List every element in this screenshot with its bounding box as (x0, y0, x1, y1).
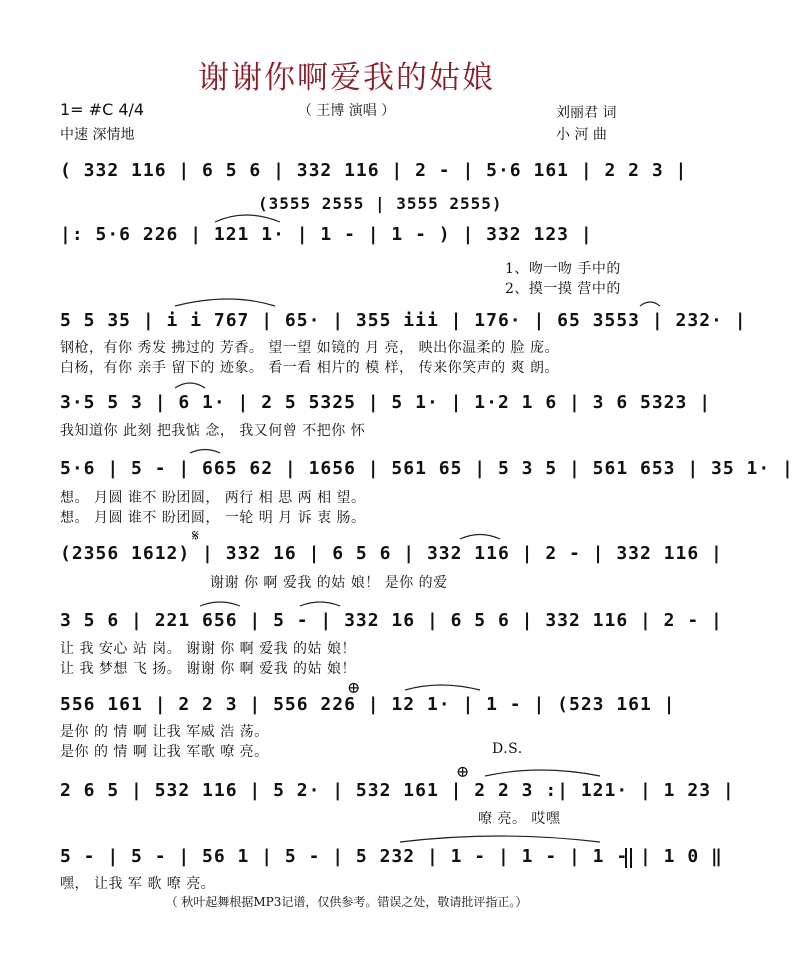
notation-line: |: 5·6 226 | 121 1· | 1 - | 1 - ) | 332 123 | (60, 224, 593, 245)
lyric-line: 我知道你 此刻 把我惦 念， 我又何曾 不把你 怀 (60, 423, 366, 439)
segno-icon: 𝄋 (192, 526, 199, 545)
slur-arc (175, 299, 275, 306)
notation-line: 3·5 5 3 | 6 1· | 2 5 5325 | 5 1· | 1·2 1 6 | 3 6 5323 | (60, 392, 712, 413)
lyric-line: 让 我 安心 站 岗。 谢谢 你 啊 爱我 的姑 娘！ (60, 641, 357, 657)
lyric-line: 白杨，有你 亲手 留下的 迹象。 看一看 相片的 模 样， 传来你笑声的 爽 朗。 (60, 360, 560, 376)
notation-line: 2 6 5 | 532 116 | 5 2· | 532 161 | 2 2 3 :| 121· | 1 23 | (60, 780, 735, 801)
notation-line: 3 5 6 | 221 656 | 5 - | 332 16 | 6 5 6 | 332 116 | 2 - | (60, 610, 723, 631)
lyric-line: 嘹 亮。 哎嘿 (478, 811, 561, 827)
lyric-line: 想。 月圆 谁不 盼团圆， 两行 相 思 两 相 望。 (60, 490, 366, 506)
notation-line: (3555 2555 | 3555 2555) (258, 194, 503, 213)
slur-arc (485, 770, 600, 776)
lyric-line: 是你 的 情 啊 让我 军威 浩 荡。 (60, 724, 269, 740)
tempo-marking: 中速 深情地 (60, 127, 135, 143)
slur-arc (640, 302, 660, 306)
slur-arc (405, 685, 480, 690)
slur-arc (300, 602, 340, 606)
lyric-line: 2、摸一摸 营中的 (505, 281, 621, 297)
lyric-line: 钢枪，有你 秀发 拂过的 芳香。 望一望 如镜的 月 亮， 映出你温柔的 脸 庞。 (60, 340, 560, 356)
singer-credit: （ 王博 演唱 ） (297, 103, 396, 119)
lyric-line: 是你 的 情 啊 让我 军歌 嘹 亮。 (60, 744, 269, 760)
slur-arc (215, 215, 280, 222)
notation-line: 5·6 | 5 - | 665 62 | 1656 | 561 65 | 5 3 5 | 561 653 | 35 1· | (60, 458, 794, 479)
notation-line: 556 161 | 2 2 3 | 556 226 | 12 1· | 1 - | (523 161 | (60, 694, 676, 715)
slur-arc (190, 450, 220, 454)
song-title: 谢谢你啊爱我的姑娘 (198, 60, 495, 96)
slur-arc (200, 602, 240, 606)
ds-marking: D.S. (492, 741, 523, 757)
lyric-line: 谢谢 你 啊 爱我 的姑 娘！ 是你 的爱 (210, 575, 448, 591)
coda-icon: ⊕ (347, 678, 361, 697)
lyric-line: 嘿， 让我 军 歌 嘹 亮。 (60, 876, 216, 892)
notation-line: 5 - | 5 - | 56 1 | 5 - | 5 232 | 1 - | 1 - | 1 - | 1 0 ‖ (60, 846, 723, 867)
key-signature: 1= #C 4/4 (60, 100, 145, 119)
lyricist-credit: 刘丽君 词 (556, 105, 617, 121)
slur-arc (400, 836, 600, 842)
coda-icon: ⊕ (456, 762, 470, 781)
lyric-line: 让 我 梦想 飞 扬。 谢谢 你 啊 爱我 的姑 娘！ (60, 661, 357, 677)
slur-arc (175, 383, 205, 388)
notation-line: (2356 1612) | 332 16 | 6 5 6 | 332 116 | 2 - | 332 116 | (60, 543, 723, 564)
lyric-line: 想。 月圆 谁不 盼团圆， 一轮 明 月 诉 衷 肠。 (60, 510, 366, 526)
lyric-line: 1、吻一吻 手中的 (505, 261, 621, 277)
footnote: （ 秋叶起舞根据MP3记谱，仅供参考。错误之处，敬请批评指正。） (165, 895, 528, 909)
slur-arc (460, 535, 500, 540)
composer-credit: 小 河 曲 (556, 127, 607, 143)
notation-line: ( 332 116 | 6 5 6 | 332 116 | 2 - | 5·6 161 | 2 2 3 | (60, 160, 688, 181)
notation-line: 5 5 35 | i i 767 | 65· | 355 iii | 176· | 65 3553 | 232· | (60, 310, 747, 331)
